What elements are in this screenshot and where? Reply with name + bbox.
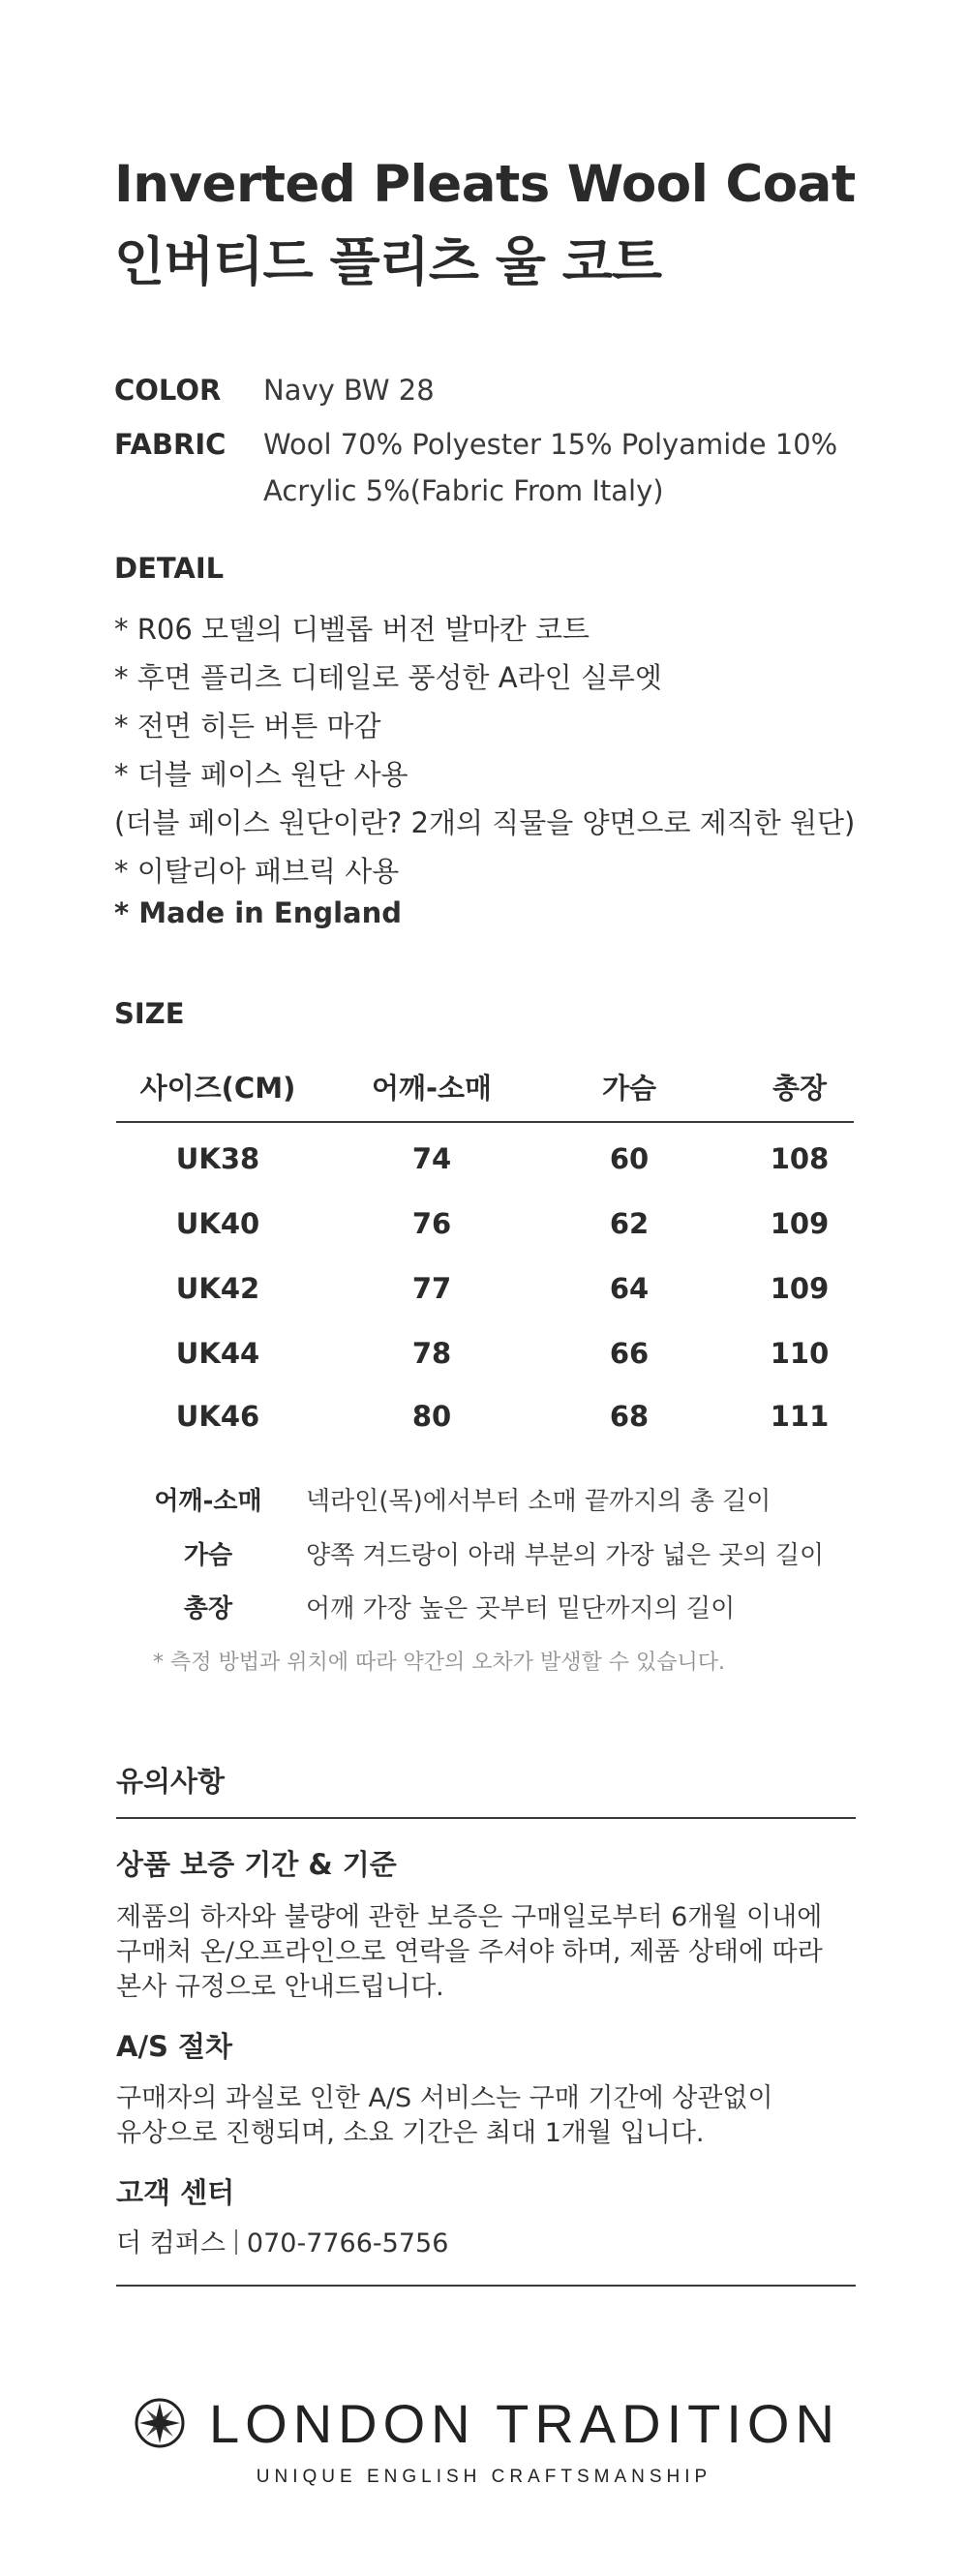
size-cell: 80: [411, 1400, 452, 1433]
size-legend-desc: 넥라인(목)에서부터 소매 끝까지의 총 길이: [306, 1487, 771, 1516]
as-text-line: 유상으로 진행되며, 소요 기간은 최대 1개월 입니다.: [116, 2118, 705, 2148]
customer-center-name: 더 컴퍼스: [116, 2228, 226, 2258]
brand-name: LONDON TRADITION: [209, 2392, 840, 2454]
size-cell: 66: [609, 1337, 650, 1370]
brand-tagline: UNIQUE ENGLISH CRAFTSMANSHIP: [256, 2467, 712, 2487]
size-cell: 78: [411, 1337, 452, 1370]
fabric-label: FABRIC: [114, 428, 227, 461]
size-legend-key: 총장: [183, 1594, 233, 1623]
detail-line: * R06 모델의 디벨롭 버전 발마칸 코트: [114, 613, 590, 646]
size-cell: 62: [609, 1207, 650, 1240]
notice-top-rule: [116, 1817, 856, 1819]
size-cell: UK44: [175, 1337, 260, 1370]
size-column-header: 어깨-소매: [371, 1072, 493, 1105]
size-legend-desc: 양쪽 겨드랑이 아래 부분의 가장 넓은 곳의 길이: [306, 1541, 825, 1570]
notice-heading: 유의사항: [116, 1765, 226, 1798]
warranty-text-line: 구매처 온/오프라인으로 연락을 주셔야 하며, 제품 상태에 따라: [116, 1937, 823, 1967]
size-cell: 111: [770, 1400, 830, 1433]
detail-line: * 전면 히든 버튼 마감: [114, 710, 381, 742]
size-cell: 68: [609, 1400, 650, 1433]
size-cell: 110: [770, 1337, 830, 1370]
customer-center-phone[interactable]: 070-7766-5756: [246, 2228, 449, 2258]
product-title-en: Inverted Pleats Wool Coat: [114, 155, 856, 214]
fabric-value-line2: Acrylic 5%(Fabric From Italy): [263, 474, 664, 507]
size-cell: 109: [770, 1272, 830, 1305]
color-label: COLOR: [114, 374, 222, 407]
warranty-text-line: 본사 규정으로 안내드립니다.: [116, 1972, 444, 2002]
size-column-header: 가슴: [601, 1072, 657, 1105]
size-column-header: 사이즈(CM): [139, 1072, 296, 1105]
detail-line: (더블 페이스 원단이란? 2개의 직물을 양면으로 제직한 원단): [114, 806, 856, 839]
size-cell: 76: [411, 1207, 452, 1240]
size-cell: 74: [411, 1142, 452, 1175]
brand-logo: [134, 2389, 840, 2457]
size-cell: UK38: [175, 1142, 260, 1175]
size-cell: 64: [609, 1272, 650, 1305]
detail-line: * Made in England: [114, 896, 403, 929]
size-cell: 60: [609, 1142, 650, 1175]
size-cell: UK46: [175, 1400, 260, 1433]
size-legend-key: 가슴: [183, 1541, 233, 1570]
warranty-title: 상품 보증 기간 & 기준: [116, 1848, 397, 1881]
size-legend-key: 어깨-소매: [154, 1487, 262, 1516]
notice-bottom-rule: [116, 2285, 856, 2287]
size-heading: SIZE: [114, 997, 185, 1030]
fabric-value-line1: Wool 70% Polyester 15% Polyamide 10%: [263, 428, 838, 461]
as-text-line: 구매자의 과실로 인한 A/S 서비스는 구매 기간에 상관없이: [116, 2083, 773, 2113]
detail-line: * 후면 플리츠 디테일로 풍성한 A라인 실루엣: [114, 661, 662, 694]
size-cell: 109: [770, 1207, 830, 1240]
size-legend-desc: 어깨 가장 높은 곳부터 밑단까지의 길이: [306, 1594, 736, 1623]
size-cell: UK40: [175, 1207, 260, 1240]
size-cell: 77: [411, 1272, 452, 1305]
compass-star-icon: [134, 2397, 186, 2449]
detail-line: * 더블 페이스 원단 사용: [114, 758, 408, 791]
color-value: Navy BW 28: [263, 374, 435, 407]
warranty-text-line: 제품의 하자와 불량에 관한 보증은 구매일로부터 6개월 이내에: [116, 1902, 823, 1932]
detail-heading: DETAIL: [114, 552, 225, 585]
product-title-ko: 인버티드 플리츠 울 코트: [114, 231, 662, 292]
size-cell: UK42: [175, 1272, 260, 1305]
customer-center-title: 고객 센터: [116, 2176, 235, 2209]
size-measure-note: * 측정 방법과 위치에 따라 약간의 오차가 발생할 수 있습니다.: [153, 1651, 725, 1675]
as-title: A/S 절차: [116, 2030, 233, 2063]
size-column-header: 총장: [771, 1072, 828, 1105]
detail-line: * 이탈리아 패브릭 사용: [114, 855, 400, 888]
contact-divider: [235, 2229, 237, 2255]
size-table-rule: [116, 1121, 854, 1123]
customer-center-contact: [116, 2227, 448, 2261]
size-cell: 108: [770, 1142, 830, 1175]
